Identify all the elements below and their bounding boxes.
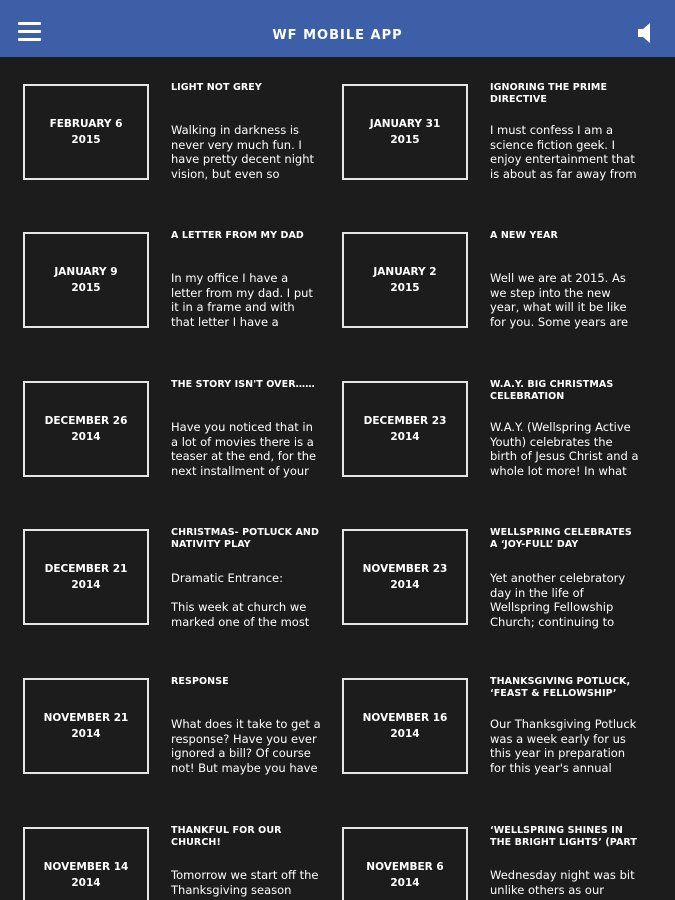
post-excerpt: Dramatic Entrance: This week at church we marked one of the most: [171, 571, 310, 629]
post-date-box[interactable]: [342, 232, 468, 328]
post-title[interactable]: THE STORY ISN'T OVER……: [171, 379, 315, 390]
post-title[interactable]: A LETTER FROM MY DAD: [171, 230, 304, 241]
post-card[interactable]: [23, 502, 343, 632]
post-title[interactable]: W.A.Y. BIG CHRISTMAS CELEBRATION: [490, 379, 614, 402]
post-excerpt: Tomorrow we start off the Thanksgiving season: [171, 868, 319, 897]
post-date: NOVEMBER 23: [362, 563, 448, 575]
post-year: 2014: [390, 579, 420, 591]
app-title: WF MOBILE APP: [272, 28, 403, 43]
post-date: FEBRUARY 6: [49, 118, 123, 130]
post-year: 2014: [71, 579, 101, 591]
post-title[interactable]: RESPONSE: [171, 676, 229, 687]
post-card[interactable]: [342, 800, 662, 900]
post-year: 2014: [390, 431, 420, 443]
post-excerpt: I must confess I am a science fiction geek. I enjoy entertainment that is about as far away from: [490, 123, 637, 181]
post-year: 2015: [390, 282, 420, 294]
speaker-icon[interactable]: [636, 21, 656, 45]
post-excerpt: In my office I have a letter from my dad. I put it in a frame and with that letter I have a: [171, 271, 313, 329]
post-date-box[interactable]: [342, 84, 468, 180]
post-year: 2014: [390, 728, 420, 740]
post-date: NOVEMBER 6: [366, 861, 444, 873]
post-excerpt: W.A.Y. (Wellspring Active Youth) celebrates the birth of Jesus Christ and a whole lot more! In what: [490, 420, 639, 478]
post-year: 2015: [71, 282, 101, 294]
post-title[interactable]: ‘WELLSPRING SHINES IN THE BRIGHT LIGHTS’ (PART: [490, 825, 637, 848]
post-year: 2014: [71, 431, 101, 443]
post-card[interactable]: [342, 354, 662, 484]
post-date-box[interactable]: [342, 827, 468, 900]
post-date-box[interactable]: [342, 381, 468, 477]
post-card[interactable]: [342, 651, 662, 781]
post-year: 2014: [71, 728, 101, 740]
post-excerpt: Our Thanksgiving Potluck was a week early for us this year in preparation for this year's annual: [490, 717, 637, 775]
post-title[interactable]: THANKSGIVING POTLUCK, ‘FEAST & FELLOWSHIP’: [490, 676, 631, 699]
post-card[interactable]: [23, 651, 343, 781]
post-date: NOVEMBER 16: [362, 712, 448, 724]
post-year: 2014: [390, 877, 420, 889]
post-date: NOVEMBER 21: [43, 712, 129, 724]
post-excerpt: What does it take to get a response? Have you ever ignored a bill? Of course not! But maybe you have: [171, 717, 321, 775]
post-title[interactable]: LIGHT NOT GREY: [171, 82, 262, 93]
post-date: JANUARY 2: [373, 266, 437, 278]
post-date: DECEMBER 23: [363, 415, 447, 427]
post-date-box[interactable]: [23, 827, 149, 900]
post-date-box[interactable]: [342, 529, 468, 625]
post-title[interactable]: IGNORING THE PRIME DIRECTIVE: [490, 82, 608, 105]
post-title[interactable]: WELLSPRING CELEBRATES A ‘JOY-FULL’ DAY: [490, 527, 632, 550]
post-title[interactable]: THANKFUL FOR OUR CHURCH!: [171, 825, 282, 848]
post-date: JANUARY 31: [369, 118, 441, 130]
post-card[interactable]: [23, 800, 343, 900]
post-year: 2015: [390, 134, 420, 146]
post-title[interactable]: CHRISTMAS- POTLUCK AND NATIVITY PLAY: [171, 527, 319, 550]
post-list: [0, 57, 675, 900]
post-excerpt: Wednesday night was bit unlike others as our: [490, 868, 635, 897]
post-date: NOVEMBER 14: [43, 861, 129, 873]
post-excerpt: Well we are at 2015. As we step into the new year, what will it be like for you. Some years are: [490, 271, 629, 329]
app-header: [0, 0, 675, 57]
post-year: 2015: [71, 134, 101, 146]
post-card[interactable]: [342, 57, 662, 187]
post-card[interactable]: [23, 354, 343, 484]
post-card[interactable]: [23, 57, 343, 187]
post-date-box[interactable]: [23, 678, 149, 774]
post-title[interactable]: A NEW YEAR: [490, 230, 558, 241]
post-date-box[interactable]: [23, 529, 149, 625]
post-card[interactable]: [342, 502, 662, 632]
post-date: DECEMBER 21: [44, 563, 128, 575]
post-date-box[interactable]: [23, 381, 149, 477]
post-excerpt: Walking in darkness is never very much fun. I have pretty decent night vision, but even so: [171, 123, 315, 181]
post-excerpt: Yet another celebratory day in the life of Wellspring Fellowship Church; continuing to: [490, 571, 626, 629]
post-date: DECEMBER 26: [44, 415, 128, 427]
post-year: 2014: [71, 877, 101, 889]
post-card[interactable]: [342, 205, 662, 335]
post-date-box[interactable]: [23, 84, 149, 180]
post-date-box[interactable]: [23, 232, 149, 328]
post-excerpt: Have you noticed that in a lot of movies there is a teaser at the end, for the next installment of your: [171, 420, 317, 478]
post-date-box[interactable]: [342, 678, 468, 774]
post-date: JANUARY 9: [54, 266, 118, 278]
post-card[interactable]: [23, 205, 343, 335]
